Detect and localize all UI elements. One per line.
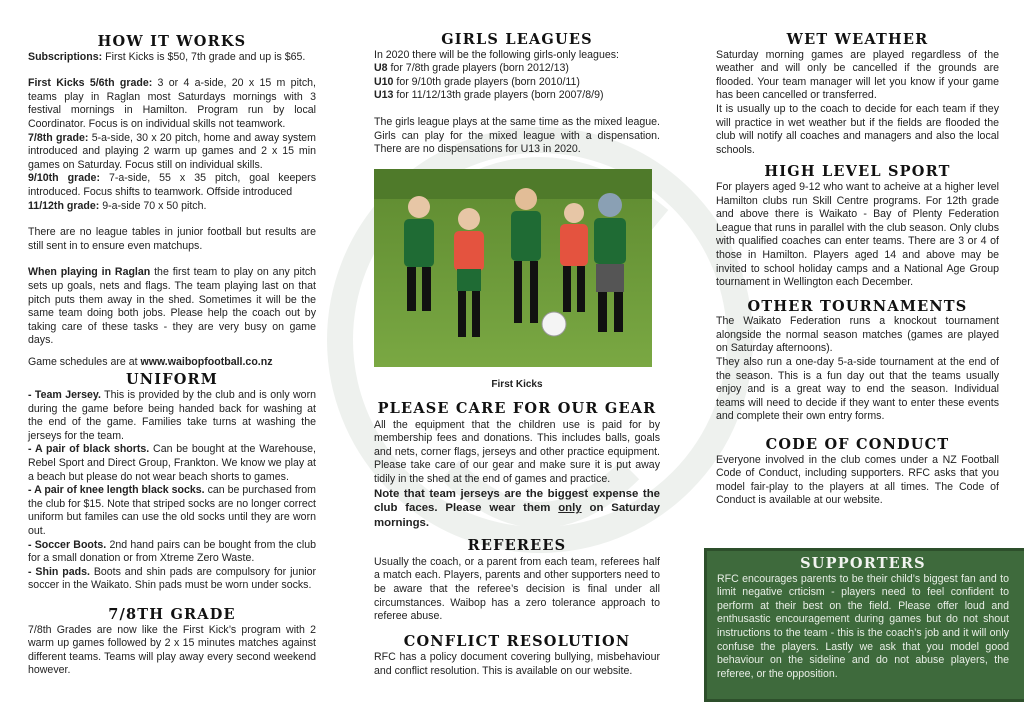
raglan-text: When playing in Raglan the first team to play on any pitch sets up goals, nets and flags. The team playing last on that pitch puts them away in the shed. Sometimes it will be the same team doing both jobs. Please help the coach out by taking care of these tasks - they are very busy on game days.: [28, 266, 317, 347]
right-column: [716, 0, 999, 508]
high-level-heading: HIGH LEVEL SPORT: [764, 163, 951, 181]
grade-78-text: 7/8th grade: 5-a-side, 30 x 20 pitch, home and away system introduced and playing 2 warm up games and 2 x 15 min games on Saturday. Focus still on individual skills.: [28, 131, 316, 171]
photo-caption: First Kicks: [491, 379, 543, 391]
gear-note: Note that team jerseys are the biggest expense the club faces. Please wear them only on Saturday mornings.: [374, 487, 660, 529]
referees-text: Usually the coach, or a parent from each team, referees half a match each. Players, parents and other supporters need to be aware that the referee’s decision is final under all circumstances. Waibop has a zero tolerance approach to referee abuse.: [374, 555, 660, 623]
conflict-text: RFC has a policy document covering bullying, misbehaviour and conflict resolution. This is available on our website.: [374, 651, 660, 678]
supporters-text: RFC encourages parents to be their child’s biggest fan and to limit negative crticism - players need to feel confident to perform at their best on the field. Please offer loud and enthusastic encouragement during games but do not shout instructions to the team - this is the coach’s job and it will only confuse the players. Lastly we ask that you model good behaviour on the sideline and do not abuse players, the referee, or the opposition.: [717, 572, 1009, 680]
shorts-text: - A pair of black shorts. Can be bought at the Warehouse, Rebel Sport and Direct Group, Frankton. We know we play at a beach but please do not wear beach shorts to games.: [28, 443, 316, 483]
girls-intro: In 2020 there will be the following girls-only leagues:: [374, 48, 619, 61]
girls-mixed-text: The girls league plays at the same time as the mixed league. Girls can play for the mixed league with a dispensation. There are no dispensations for U13 in 2020.: [374, 115, 660, 156]
first-kicks-text: First Kicks 5/6th grade: 3 or 4 a-side, 20 x 15 m pitch, teams play in Raglan most Saturdays mornings with 3 festival mornings in Hamilton. Program run by local Coordinator. Focus is on individual skills not teamwork.: [28, 77, 316, 130]
conflict-heading: CONFLICT RESOLUTION: [403, 632, 631, 650]
how-it-works-heading: HOW IT WORKS: [97, 33, 247, 50]
supporters-heading: SUPPORTERS: [800, 555, 926, 572]
shin-pads-text: - Shin pads. Boots and shin pads are compulsory for junior soccer in the Waikato. Shin pads must be worn under socks.: [28, 565, 316, 592]
grade-78-heading: 7/8TH GRADE: [108, 605, 236, 623]
wet-weather-text-1: Saturday morning games are played regardless of the weather and will only be cancelled if the grounds are flooded. Your team manager will let you know if your game has been cancelled or transferred.: [716, 48, 999, 102]
subscriptions-text: Subscriptions: First Kicks is $50, 7th grade and up is $65.: [28, 50, 306, 63]
schedule-text: Game schedules are at www.waibopfootball.co.nz: [28, 355, 273, 368]
supporters-box: [704, 548, 1024, 702]
gear-heading: PLEASE CARE FOR OUR GEAR: [377, 399, 657, 417]
wet-weather-heading: WET WEATHER: [786, 31, 929, 48]
gear-text: All the equipment that the children use is paid for by membership fees and donations. This includes balls, goals and nets, corner flags, jerseys and other practice equipment. Please take care of our gear and make sure it is put away tidily in the shed at the end of games and practice.: [374, 418, 660, 485]
boots-text: - Soccer Boots. 2nd hand pairs can be bought from the club for a small donation or from Xtreme Zero Waste.: [28, 538, 316, 565]
other-tournaments-text-2: They also run a one-day 5-a-side tournament at the end of the season. This is a fun day out that the teams usually enjoy and is a great way to end the season. Individual teams will need to decide if they want to enter these events and complete their own entry forms.: [716, 356, 999, 423]
middle-column: [374, 0, 660, 679]
jersey-text: - Team Jersey. This is provided by the club and is only worn during the game before being handed back for washing at the end of the game. Families take turns at washing the jerseys for the team.: [28, 389, 316, 442]
uniform-heading: UNIFORM: [125, 371, 219, 389]
u8-line: U8 for 7/8th grade players (born 2012/13): [374, 62, 569, 75]
referees-heading: REFEREES: [467, 537, 567, 555]
grade-1112-text: 11/12th grade: 9-a-side 70 x 50 pitch.: [28, 199, 207, 212]
high-level-text: For players aged 9-12 who want to acheive at a higher level Hamilton clubs run Skill Centre programs. For 12th grade and above there is Waikato - Bay of Plenty Federation League that runs in parallel with the club season. Only clubs with qualified coaches can enter teams. There are 3 or 4 of those in Hamilton. Players aged 14 and above may be invited to school holiday camps and a National Age Group tournament in Wellington each December.: [716, 180, 999, 289]
league-tables-text: There are no league tables in junior football but results are still sent in to ensure even matchups.: [28, 226, 316, 252]
other-tournaments-text-1: The Waikato Federation runs a knockout tournament alongside the normal season matches (games are played on Saturday afternoons).: [716, 315, 999, 355]
girls-leagues-heading: GIRLS LEAGUES: [441, 31, 593, 48]
other-tournaments-heading: OTHER TOURNAMENTS: [747, 297, 968, 315]
grade-910-text: 9/10th grade: 7-a-side, 55 x 35 pitch, goal keepers introduced. Focus shifts to teamwork. Offside introduced: [28, 172, 316, 198]
socks-text: - A pair of knee length black socks. can be purchased from the club for $15. Note that striped socks are no longer correct uniform but familes can use the old socks until they are worn out.: [28, 484, 317, 537]
first-kicks-photo: [374, 169, 652, 367]
u10-line: U10 for 9/10th grade players (born 2010/11): [374, 75, 580, 88]
u13-line: U13 for 11/12/13th grade players (born 2007/8/9): [374, 89, 604, 102]
code-of-conduct-heading: CODE OF CONDUCT: [765, 436, 950, 454]
schedule-link[interactable]: www.waibopfootball.co.nz: [140, 355, 273, 368]
left-column: [28, 0, 316, 678]
wet-weather-text-2: It is usually up to the coach to decide for each team if they will practice in wet weather but if the fields are flooded the club will notify all coaches and managers and also the local schools.: [716, 102, 999, 156]
code-of-conduct-text: Everyone involved in the club comes under a NZ Football Code of Conduct, including supporters. RFC asks that you model fair-play to the players at all times. The Code of Conduct is available at our website.: [716, 453, 999, 507]
grade-78-info: 7/8th Grades are now like the First Kick’s program with 2 warm up games followed by 2 x 15 minutes matches against different teams. Teams will play away every second weekend however.: [28, 623, 316, 677]
